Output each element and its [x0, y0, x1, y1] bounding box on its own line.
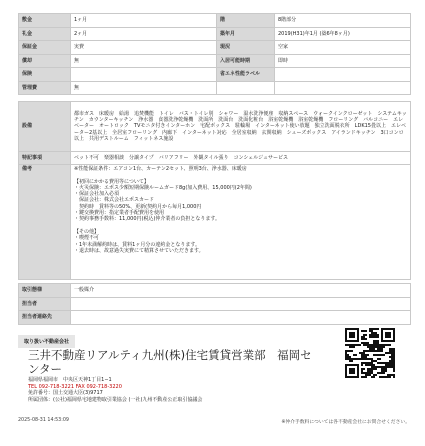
field-value [71, 68, 217, 82]
agent-license: 免許番号：国土交通大臣(3)9717 [28, 390, 103, 397]
qr-code-icon [345, 328, 395, 378]
summary-row [19, 54, 411, 68]
field-label: 入居可能時期 [217, 54, 275, 68]
transaction-row [19, 297, 411, 311]
field-value: 実費 [71, 41, 217, 55]
field-value: 即時 [275, 54, 411, 68]
footer-note: ※仲介手数料については各不動産会社にお問合せください。 [281, 420, 410, 425]
field-value: 無 [71, 81, 217, 95]
field-value [71, 311, 411, 325]
property-summary-table [18, 13, 411, 95]
field-value [71, 297, 411, 311]
remarks-label: 備考 [19, 165, 71, 280]
remarks-value: ※性能保証条件：エアコン1台、カーテン2セット、照明3台、浄水器、床暖房 【初回にかかる費用等について】 ・火災保険：エポス少額短期保険ルームガード8g(加入費用、15,000円(2年間) ・保証会社加入必須 保証会社：株式会社エポスカード 契約時 賃料等の50%、更新(契約月から毎月1,000円 ・鍵交換費用：指定業者手配費用を使用 ・契約事務手数料：11,000円(税込)仲介業者の負担となります。 【その他】 ・喫煙不可 ・1年未満解約時は、賃料1ヶ月分の違約金となります。 ・退去時は、故意過失実費にて精算させていただきます。 [71, 165, 411, 280]
agent-info [28, 377, 328, 404]
footer-timestamp: 2025-08-31 14:53:09 [18, 418, 69, 423]
field-label: 省エネ性能ラベル [217, 68, 275, 82]
field-label: 敷金 [19, 14, 71, 28]
agent-association: 所属団体：(公社)福岡県宅地建物取引業協会 (一社)九州不動産公正取引協議会 [28, 397, 203, 404]
facilities-value: 都市ガス 床暖房 給湯 追焚機能 トイレ バス・トイレ別 シャワー 温水洗浄便座 収納スペース ウォークインクローゼット システムキッチン カウンターキッチン 浄水器 食器洗浄乾燥機 洗面所 洗面台 洗面化粧台 浴室乾燥機 浴室乾燥機 フローリング バルコニー エレベーター オートロック TVモニタ付きインターホン 宅配ボックス 駐輪場 インターネット使い放題 独立洗面脱衣所 LDK15畳以上 エレベーター2基以上 全居室フローリング 内廊下 インターネット対応 全居室収納 玄関収納 シューズボックス アイランドキッチン 3口コンロ以上 共用デストルーム フィットネス施設 [71, 102, 411, 152]
field-label: 管理費 [19, 81, 71, 95]
summary-row [19, 27, 411, 41]
field-label: 保証金 [19, 41, 71, 55]
summary-row [19, 68, 411, 82]
agent-phone[interactable]: TEL 092-718-3221 FAX 092-718-3220 [28, 383, 122, 390]
field-value: 2ヶ月 [71, 27, 217, 41]
transaction-row [19, 284, 411, 298]
facilities-label: 設備 [19, 102, 71, 152]
field-value: 空家 [275, 41, 411, 55]
field-value [275, 68, 411, 82]
field-value: 無 [71, 54, 217, 68]
field-label: 取引態様 [19, 284, 71, 298]
field-value: 一般媒介 [71, 284, 411, 298]
agent-company-name: 三井不動産リアルティ九州(株)住宅賃貸営業部 福岡センター [28, 348, 312, 376]
field-value [275, 81, 411, 95]
field-label: 保険 [19, 68, 71, 82]
field-label: 現況 [217, 41, 275, 55]
agent-address: 福岡県福岡市 中央区天神1丁目1−1 [28, 377, 112, 383]
field-value: 2019(H31)年1月 (築6年8ヶ月) [275, 27, 411, 41]
field-label: 階 [217, 14, 275, 28]
field-label: 担当者 [19, 297, 71, 311]
summary-row [19, 81, 411, 95]
field-value: 1ヶ月 [71, 14, 217, 28]
field-label: 礼金 [19, 27, 71, 41]
field-label [217, 81, 275, 95]
conditions-value: ペット不可 楽器相談 分譲タイプ バリアフリー 外観タイル張り コンシェルジュサービス [71, 152, 411, 165]
transaction-table [18, 283, 411, 325]
property-detail-table [18, 101, 411, 280]
summary-row [19, 41, 411, 55]
summary-row [19, 14, 411, 28]
field-label: 償却 [19, 54, 71, 68]
transaction-row [19, 311, 411, 325]
field-value: 8階部分 [275, 14, 411, 28]
conditions-label: 特記事項 [19, 152, 71, 165]
field-label: 築年月 [217, 27, 275, 41]
field-label: 担当者連絡先 [19, 311, 71, 325]
agent-heading: 取り扱い不動産会社 [18, 335, 75, 348]
